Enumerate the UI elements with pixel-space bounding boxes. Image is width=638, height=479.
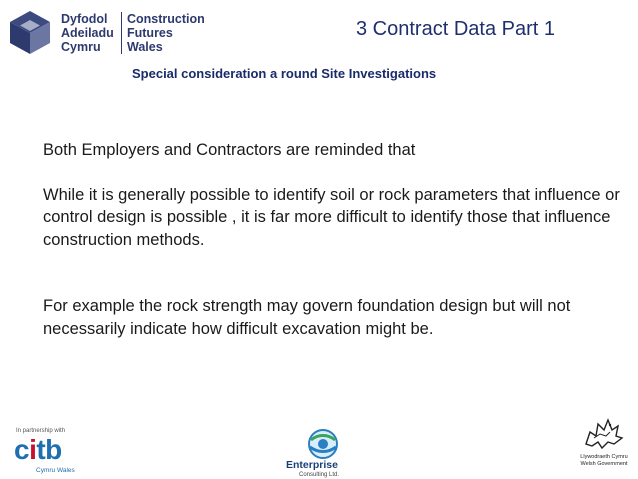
globe-logo-icon [306,428,340,460]
slide-title: 3 Contract Data Part 1 [356,18,555,40]
welsh-government-logo [574,414,634,476]
logo-text-line: Dyfodol [61,12,108,26]
citb-letters: tb [36,434,62,465]
enterprise-subtext: Consulting Ltd. [299,472,340,478]
slide-subtitle: Special consideration a round Site Investigations [132,66,437,81]
citb-subtext: Cymru Wales [36,467,75,474]
cube-logo-icon [6,8,54,56]
citb-letter: c [14,434,30,465]
logo-text-line: Cymru [61,40,101,54]
logo-text-line: Futures [127,26,173,40]
citb-wordmark [14,434,62,466]
citb-logo [10,428,120,478]
logo-text-line: Construction [127,12,205,26]
construction-futures-wales-logo [6,8,206,58]
citb-letter-i: i [29,434,37,465]
dragon-emblem-icon [580,414,626,454]
citb-partnership-text: In partnership with [16,428,66,434]
logo-text-line: Wales [127,40,163,54]
body-paragraph-example: For example the rock strength may govern foundation design but will not necessarily indicate how difficult excavation might be. [43,297,571,338]
welsh-gov-line: Llywodraeth Cymru [580,454,628,460]
enterprise-logo [276,428,376,478]
welsh-gov-line: Welsh Government [580,461,628,467]
enterprise-name: Enterprise [286,459,338,471]
logo-text-line: Adeiladu [61,26,114,40]
slide-body [43,139,623,340]
body-paragraph-difficulty: While it is generally possible to identify soil or rock parameters that influence or control design is possible , it is far more difficult to identify those that influence construction methods. [43,185,620,249]
body-paragraph-intro: Both Employers and Contractors are reminded that [43,141,416,159]
